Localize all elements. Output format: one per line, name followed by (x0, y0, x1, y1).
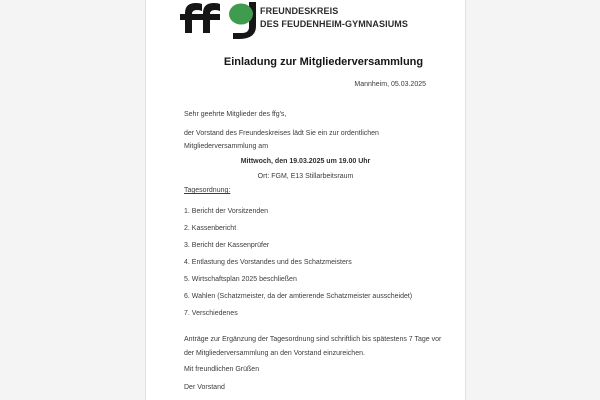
intro-line1: der Vorstand des Freundeskreises lädt Sie ein zur ordentlichen (184, 130, 379, 137)
agenda-item: 5. Wirtschaftsplan 2025 beschließen (184, 276, 297, 283)
salutation: Sehr geehrte Mitglieder des ffg's, (184, 111, 287, 118)
logo-line2: DES FEUDENHEIM-GYMNASIUMS (260, 18, 409, 29)
logo-line1: FREUNDESKREIS (260, 6, 339, 16)
ffg-logo-text (260, 5, 408, 30)
intro-line2: Mitgliederversammlung am (184, 143, 269, 150)
meeting-datetime: Mittwoch, den 19.03.2025 um 19.00 Uhr (240, 158, 371, 165)
agenda-item: 3. Bericht der Kassenprüfer (184, 242, 270, 249)
meeting-location: Ort: FGM, E13 Stillarbeitsraum (257, 173, 354, 180)
ffg-logo-icon (179, 2, 257, 40)
note-line2: der Mitgliederversammlung an den Vorstand einzureichen. (184, 350, 365, 357)
agenda-item: 2. Kassenbericht (184, 225, 237, 232)
signature: Der Vorstand (184, 384, 225, 391)
agenda-heading: Tagesordnung: (184, 187, 231, 194)
agenda-list (184, 203, 412, 322)
closing-salutation: Mit freundlichen Grüßen (184, 366, 260, 373)
letter-page (145, 0, 466, 400)
place-date-line: Mannheim, 05.03.2025 (354, 81, 426, 88)
letter-title: Einladung zur Mitgliederversammlung (223, 56, 424, 68)
note-line1: Anträge zur Ergänzung der Tagesordnung sind schriftlich bis spätestens 7 Tage vor (184, 336, 442, 343)
agenda-item: 4. Entlastung des Vorstandes und des Schatzmeisters (184, 259, 352, 266)
agenda-item: 1. Bericht der Vorsitzenden (184, 208, 269, 215)
agenda-item: 6. Wahlen (Schatzmeister, da der amtierende Schatzmeister ausscheidet) (184, 293, 413, 300)
agenda-item: 7. Verschiedenes (184, 310, 238, 317)
